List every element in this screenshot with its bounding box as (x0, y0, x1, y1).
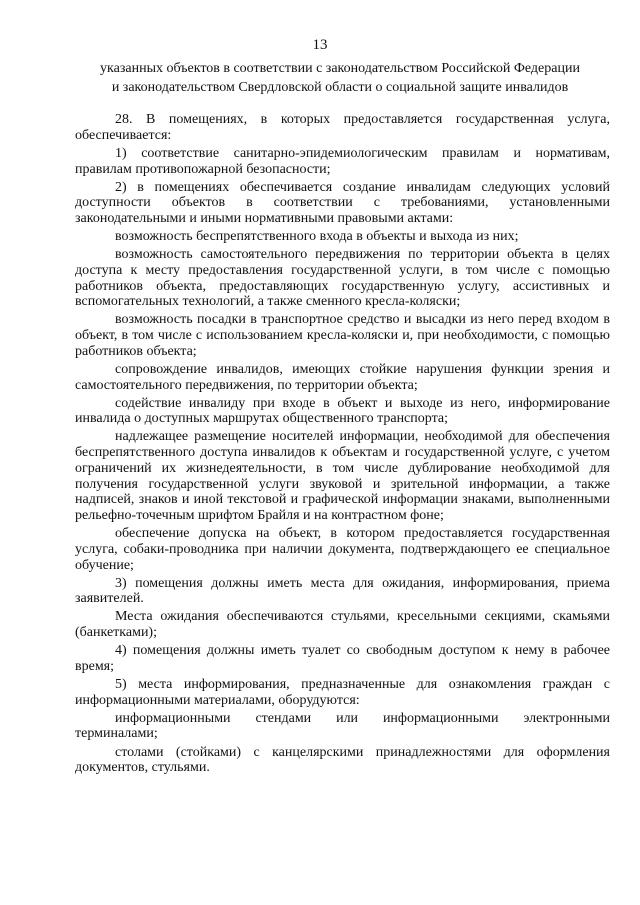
paragraph: информационными стендами или информационными электронными терминалами; (75, 710, 610, 742)
paragraph: 1) соответствие санитарно-эпидемиологическим правилам и нормативам, правилам противопожарной безопасности; (75, 145, 610, 177)
paragraph: 4) помещения должны иметь туалет со свободным доступом к нему в рабочее время; (75, 643, 610, 674)
paragraph: возможность самостоятельного передвижения по территории объекта в целях доступа к месту предоставления государственной услуги, в том числе с помощью работников объекта, предоставляющих государственную услугу, ассистивных и вспомогательных технологий, а также сменного кресла-коляски; (75, 247, 610, 310)
heading-line-1: указанных объектов в соответствии с законодательством Российской Федерации (100, 61, 580, 76)
heading-line-2: и законодательством Свердловской области о социальной защите инвалидов (111, 80, 569, 95)
paragraph: обеспечение допуска на объект, в котором предоставляется государственная услуга, собаки-проводника при наличии документа, подтверждающего ее специальное обучение; (75, 526, 610, 573)
paragraph: столами (стойками) с канцелярскими принадлежностями для оформления документов, стульями. (75, 744, 610, 776)
paragraph: содействие инвалиду при входе в объект и выходе из него, информирование инвалида о доступных маршрутах общественного транспорта; (75, 395, 610, 427)
paragraph: сопровождение инвалидов, имеющих стойкие нарушения функции зрения и самостоятельного передвижения, по территории объекта; (75, 361, 610, 393)
paragraph: возможность беспрепятственного входа в объекты и выхода из них; (115, 229, 519, 245)
page-number: 13 (312, 37, 328, 53)
paragraph: возможность посадки в транспортное средство и высадки из него перед входом в объект, в том числе с использованием кресла-коляски и, при необходимости, с помощью работников объекта; (75, 312, 610, 359)
paragraph: 3) помещения должны иметь места для ожидания, информирования, приема заявителей. (75, 575, 610, 607)
section-heading (70, 59, 610, 97)
paragraph: надлежащее размещение носителей информации, необходимой для обеспечения беспрепятственного доступа инвалидов к объектам и государственной услуге, с учетом ограничений их жизнедеятельности, в том числе дублирование необходимой для получения государственной услуги звуковой и зрительной информации, а также надписей, знаков и иной текстовой и графической информации знаками, выполненными рельефно-точечным шрифтом Брайля и на контрастном фоне; (75, 429, 610, 523)
paragraph: 28. В помещениях, в которых предоставляется государственная услуга, обеспечивается: (75, 112, 610, 143)
paragraph: 5) места информирования, предназначенные для ознакомления граждан с информационными материалами, оборудуются: (75, 676, 610, 708)
paragraph: Места ожидания обеспечиваются стульями, кресельными секциями, скамьями (банкетками); (75, 609, 610, 641)
paragraph: 2) в помещениях обеспечивается создание инвалидам следующих условий доступности объектов в соответствии с требованиями, установленными законодательными и иными нормативными правовыми актами: (75, 179, 610, 226)
document-body (75, 112, 610, 778)
